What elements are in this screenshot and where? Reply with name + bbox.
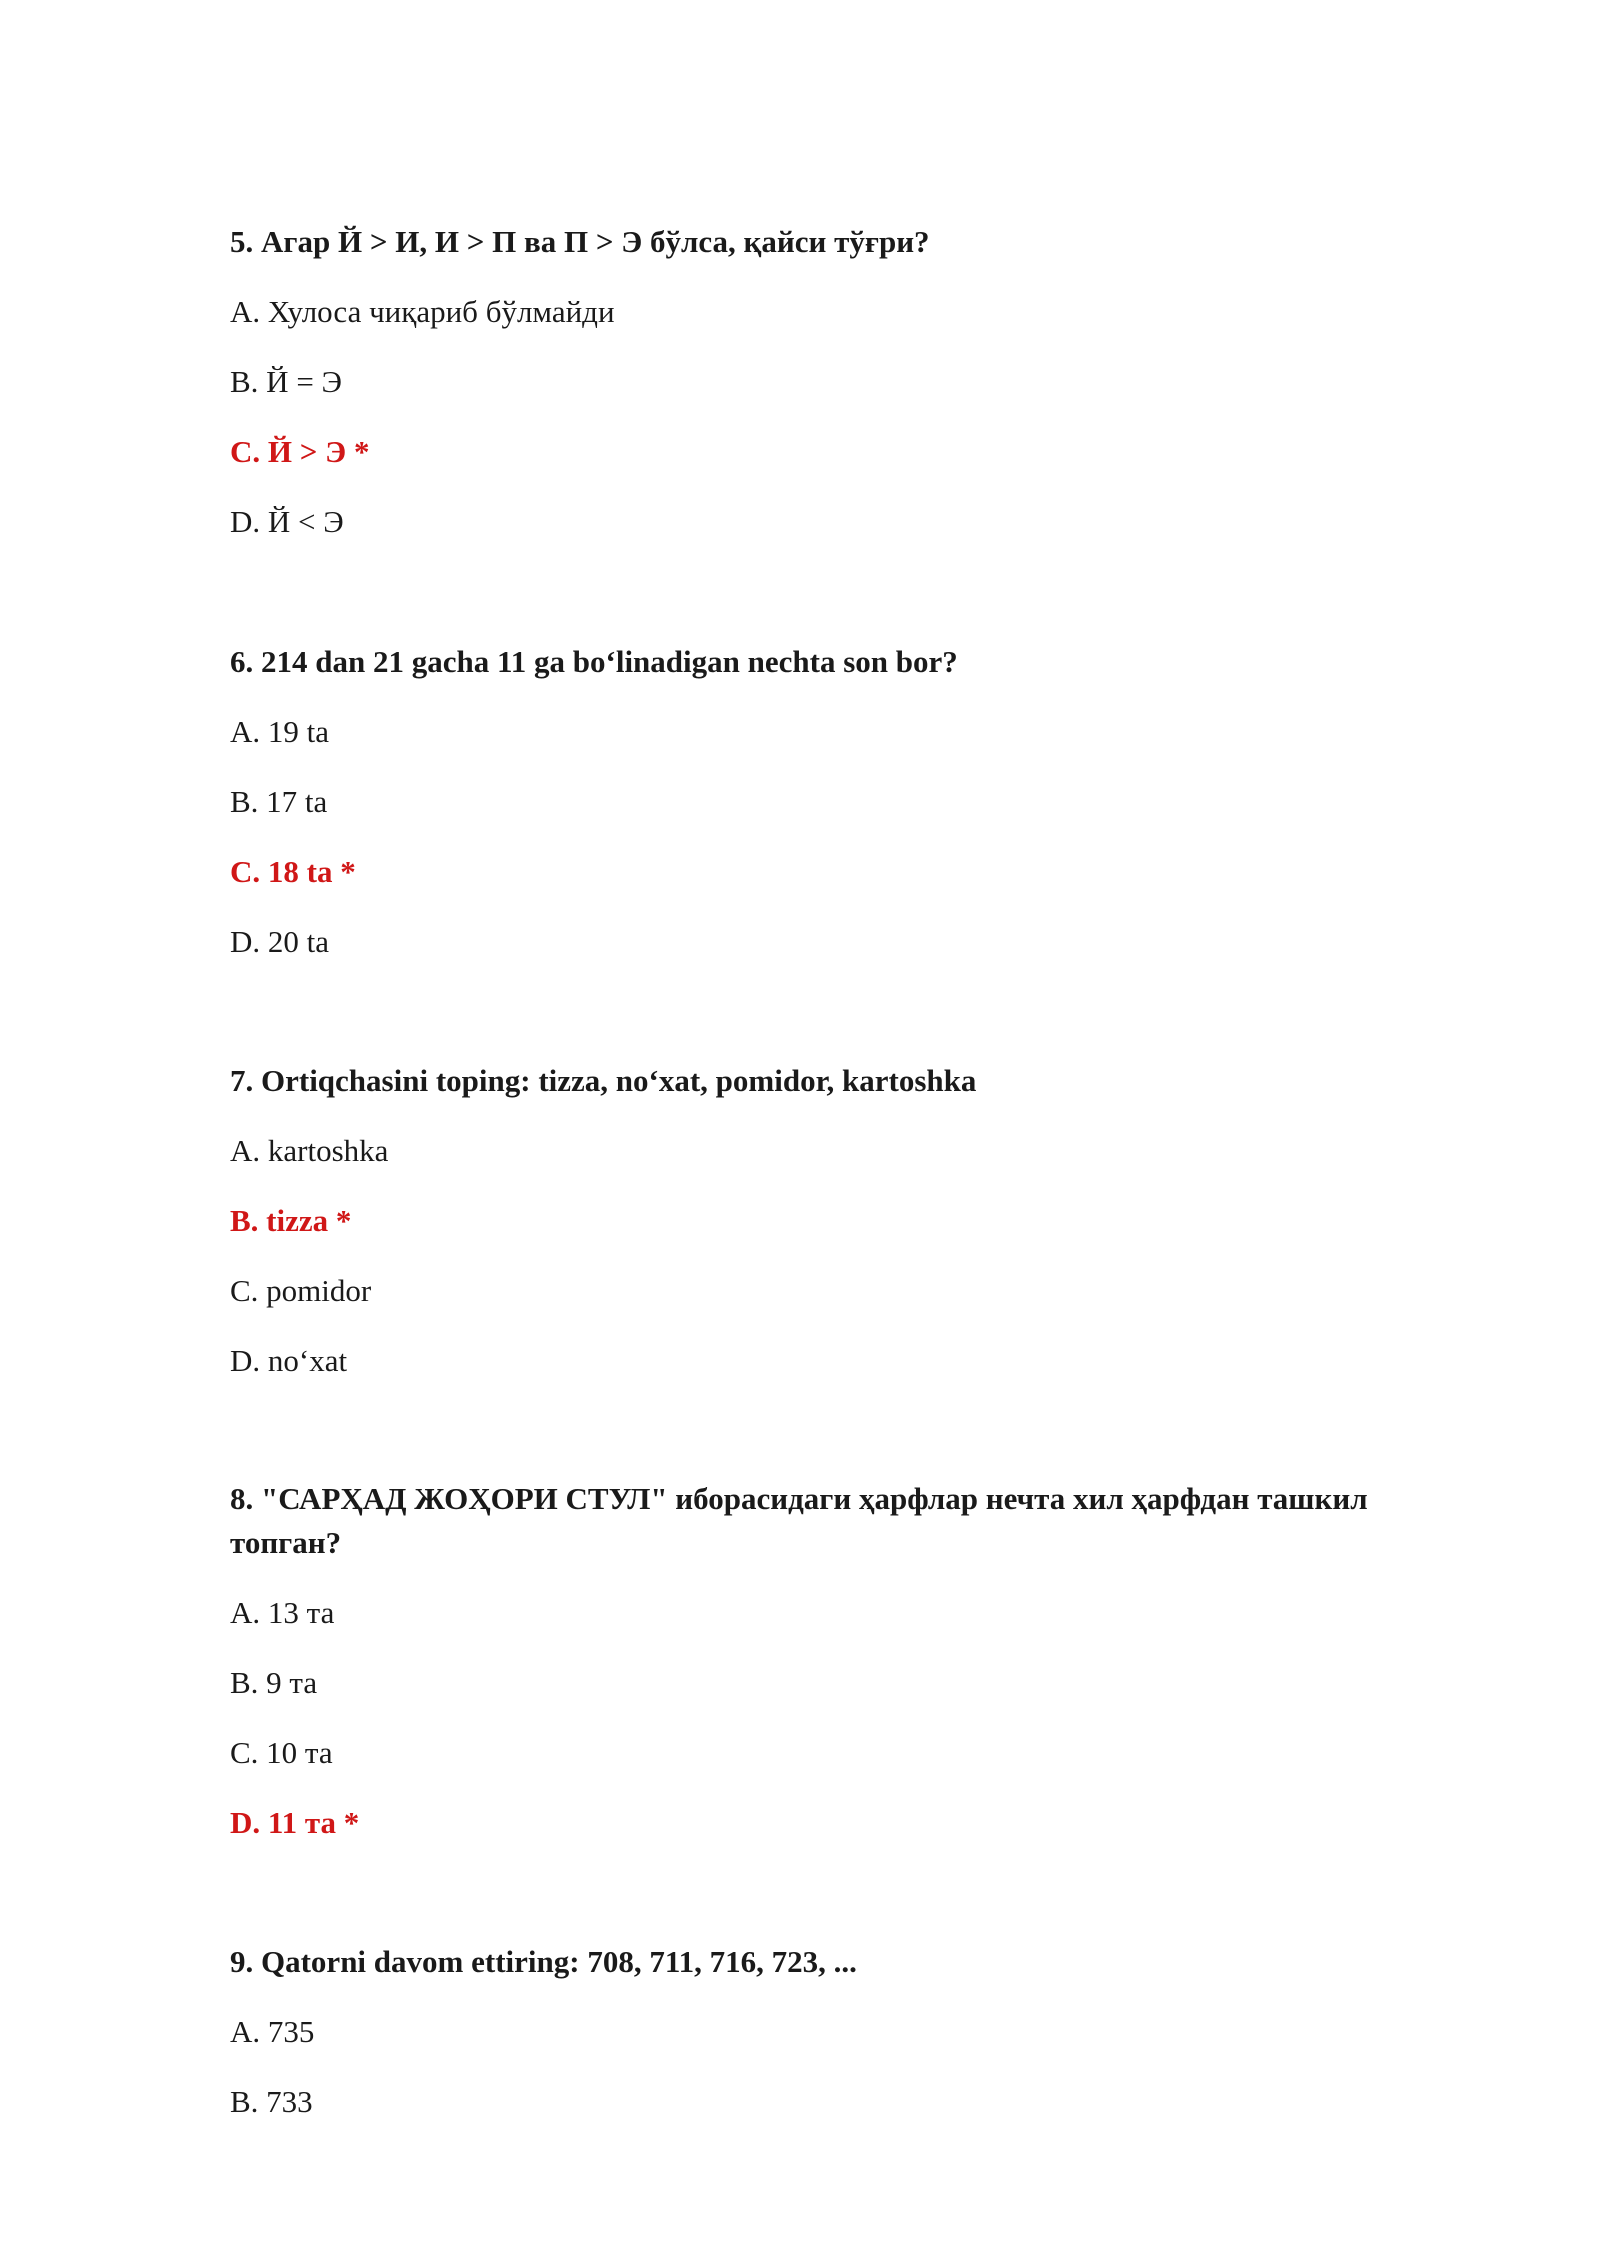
question-8 [230,1477,1450,1845]
question-title: 6. 214 dan 21 gacha 11 ga bo‘linadigan nechta son bor? [230,644,958,679]
question-title: 5. Агар Й > И, И > П ва П > Э бўлса, қайси тўғри? [230,224,930,259]
option-b: B. Й = Э [230,364,343,399]
question-title: 8. "САРҲАД ЖОҲОРИ СТУЛ" иборасидаги ҳарфлар нечта хил ҳарфдан ташкил топган? [230,1481,1368,1560]
question-5 [230,220,1450,544]
question-6 [230,640,1450,964]
option-d: D. 20 ta [230,924,330,959]
question-title: 9. Qatorni davom ettiring: 708, 711, 716, 723, ... [230,1944,857,1979]
option-d: D. no‘xat [230,1343,348,1378]
option-c-correct: C. Й > Э * [230,434,370,469]
option-a: A. 735 [230,2014,315,2049]
question-7 [230,1059,1450,1383]
option-c: C. pomidor [230,1273,372,1308]
option-a: A. kartoshka [230,1133,389,1168]
option-b-correct: B. tizza * [230,1203,352,1238]
option-b: B. 17 ta [230,784,328,819]
option-a: A. 19 ta [230,714,330,749]
option-a: A. 13 та [230,1595,335,1630]
option-d: D. Й < Э [230,504,344,539]
option-c: C. 10 та [230,1735,333,1770]
option-c-correct: C. 18 ta * [230,854,356,889]
option-a: A. Хулоса чиқариб бўлмайди [230,294,615,329]
option-d-correct: D. 11 та * [230,1805,360,1840]
question-title: 7. Ortiqchasini toping: tizza, no‘xat, pomidor, kartoshka [230,1063,977,1098]
question-9 [230,1940,1450,2124]
option-b: B. 733 [230,2084,313,2119]
option-b: B. 9 та [230,1665,318,1700]
